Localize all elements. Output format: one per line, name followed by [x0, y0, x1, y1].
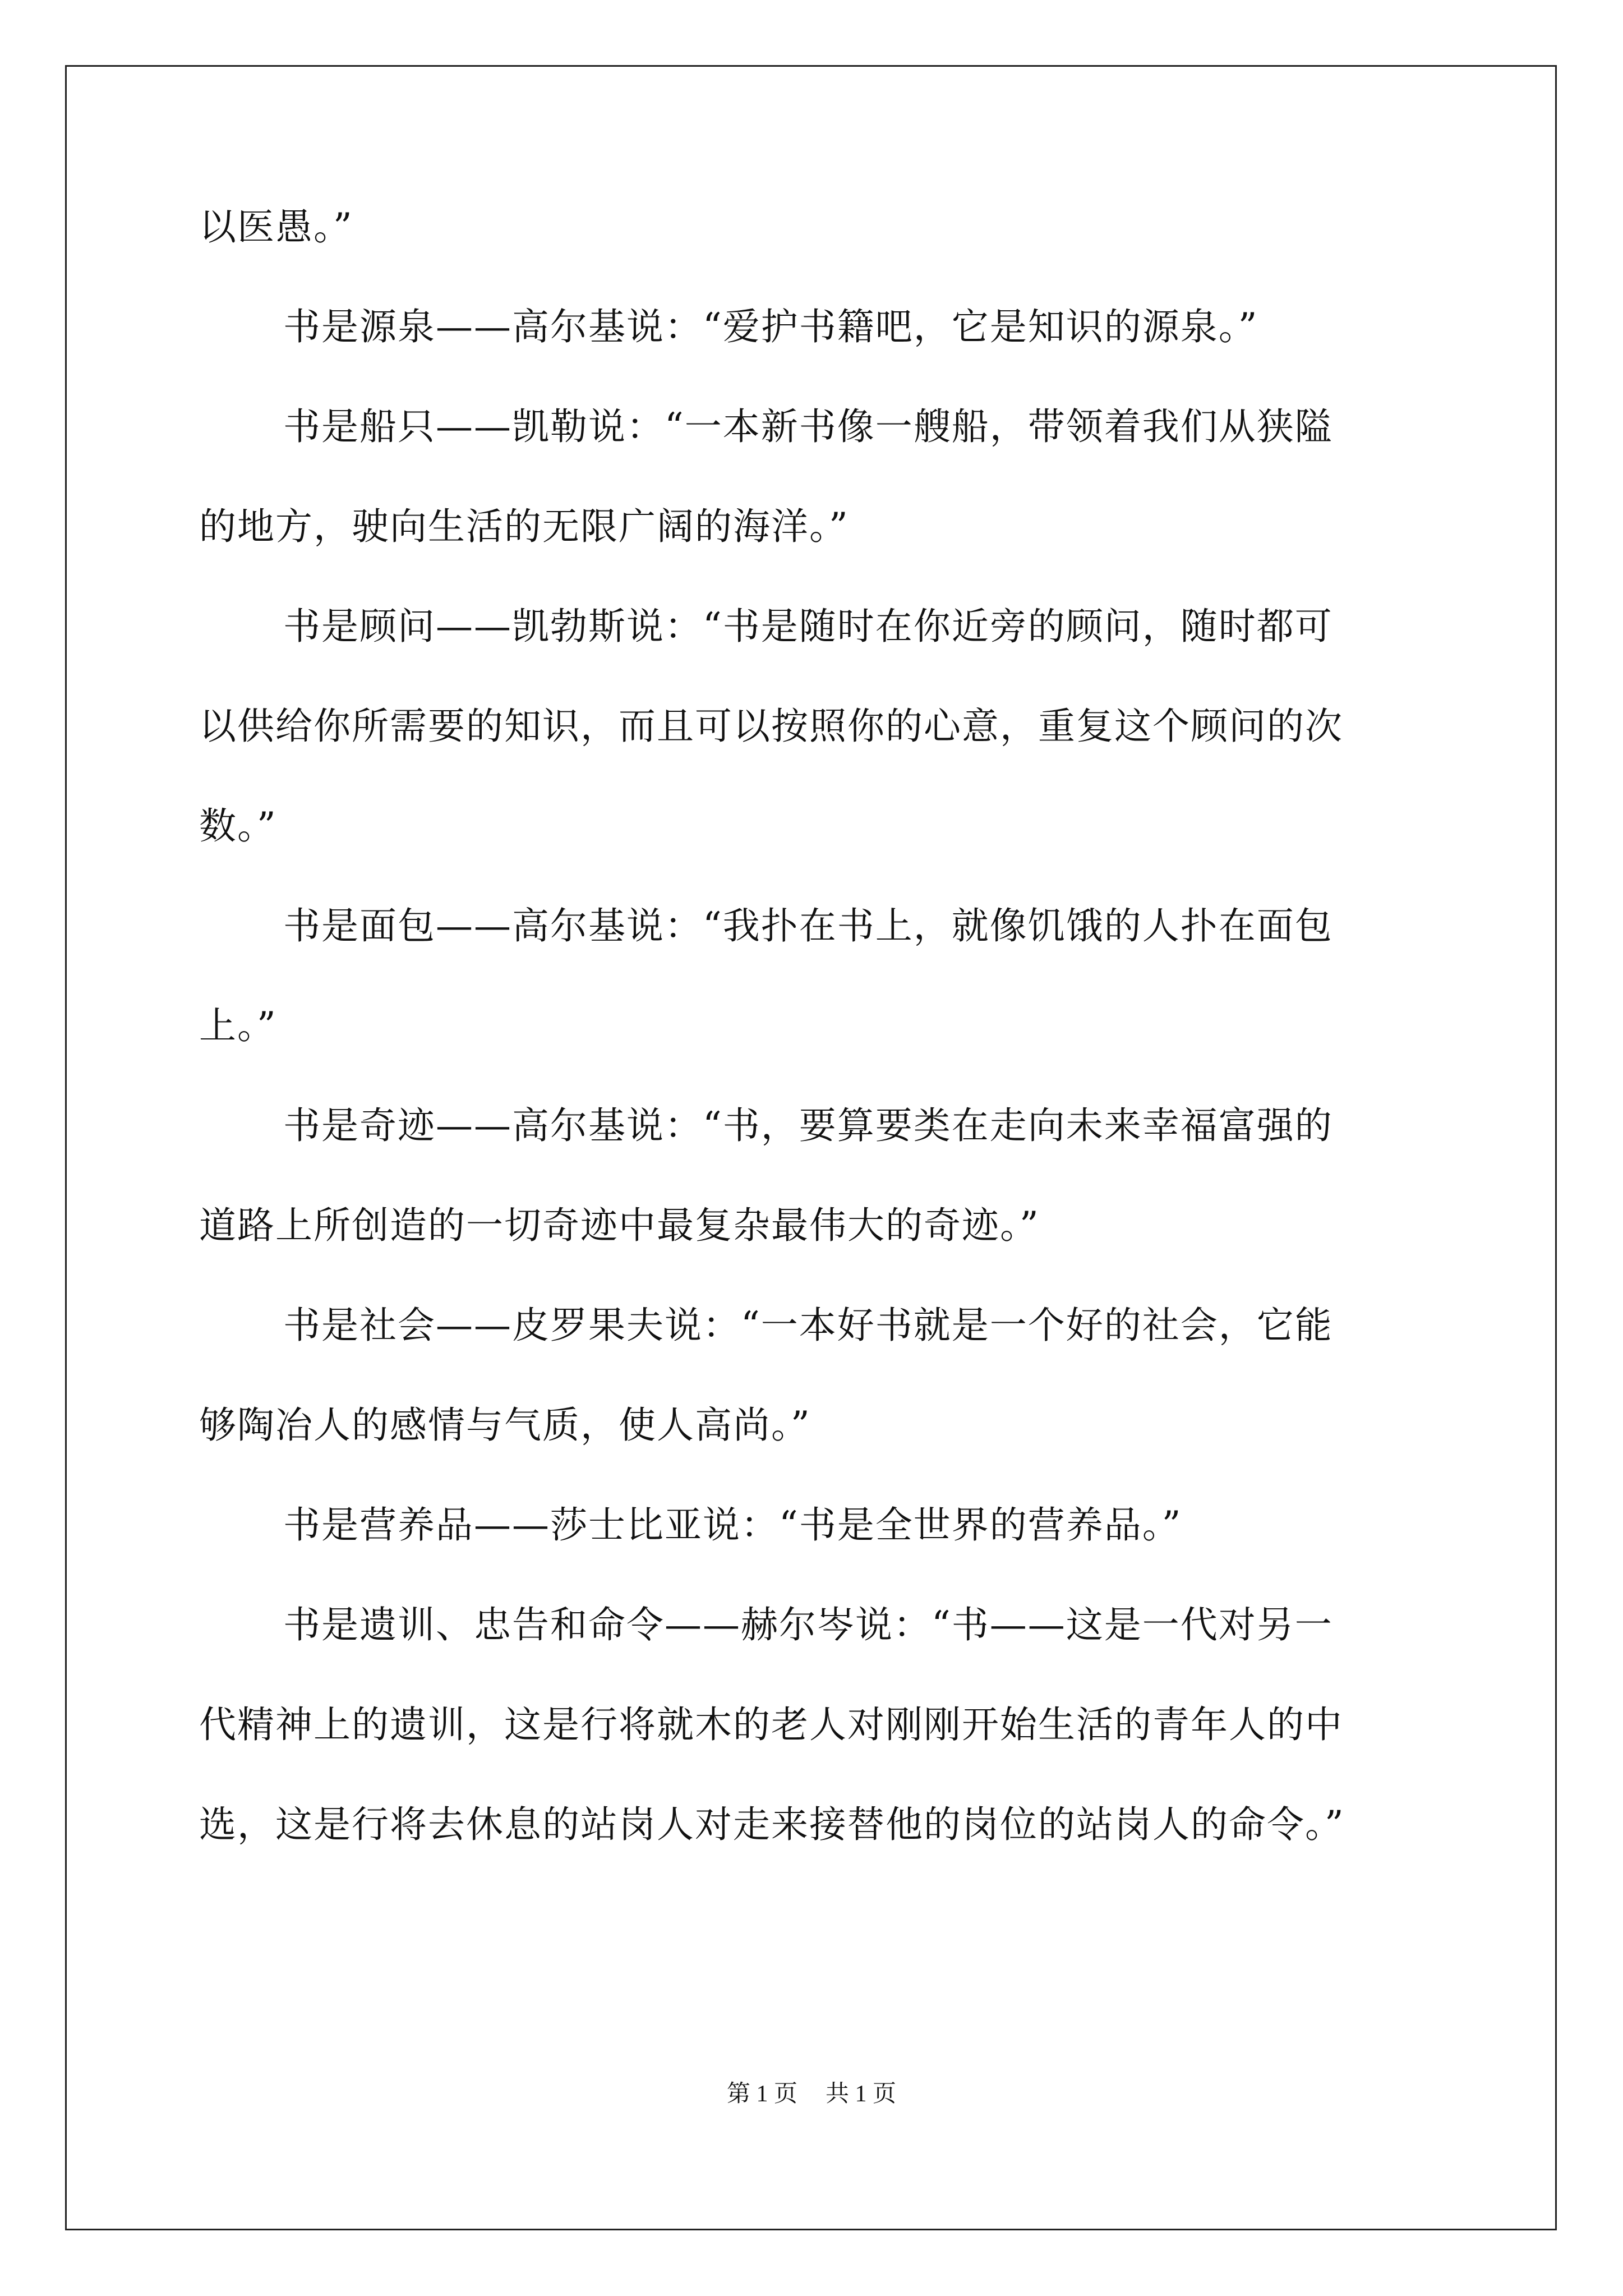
paragraph-miracle: 书是奇迹——高尔基说：“书，要算要类在走向未来幸福富强的: [283, 1104, 1333, 1147]
page-total: 共 1 页: [826, 2081, 897, 2107]
text-line: 以医愚。”: [199, 205, 353, 249]
text-line: 以供给你所需要的知识，而且可以按照你的心意，重复这个顾问的次: [199, 705, 1343, 748]
paragraph-advisor: 书是顾问——凯勃斯说：“书是随时在你近旁的顾问，随时都可: [283, 605, 1333, 648]
text-line: 上。”: [199, 1004, 277, 1047]
paragraph-society: 书是社会——皮罗果夫说：“一本好书就是一个好的社会，它能: [283, 1304, 1333, 1347]
paragraph-bread: 书是面包——高尔基说：“我扑在书上，就像饥饿的人扑在面包: [283, 904, 1333, 947]
page-number: 第 1 页: [726, 2081, 797, 2107]
text-line: 道路上所创造的一切奇迹中最复杂最伟大的奇迹。”: [199, 1204, 1040, 1247]
text-line: 数。”: [199, 804, 277, 848]
text-line: 代精神上的遗训，这是行将就木的老人对刚刚开始生活的青年人的中: [199, 1703, 1343, 1746]
text-line: 选，这是行将去休息的站岗人对走来接替他的岗位的站岗人的命令。”: [199, 1803, 1345, 1846]
paragraph-ship: 书是船只——凯勒说：“一本新书像一艘船，带领着我们从狭隘: [283, 405, 1333, 448]
page-footer: [0, 2080, 1623, 2108]
paragraph-source: 书是源泉——高尔基说：“爱护书籍吧，它是知识的源泉。”: [283, 305, 1258, 348]
paragraph-nutrition: 书是营养品——莎士比亚说：“书是全世界的营养品。”: [283, 1503, 1182, 1547]
text-line: 的地方，驶向生活的无限广阔的海洋。”: [199, 505, 849, 548]
text-line: 够陶冶人的感情与气质，使人高尚。”: [199, 1404, 811, 1447]
paragraph-legacy: 书是遗训、忠告和命令——赫尔岑说：“书——这是一代对另一: [283, 1603, 1333, 1646]
